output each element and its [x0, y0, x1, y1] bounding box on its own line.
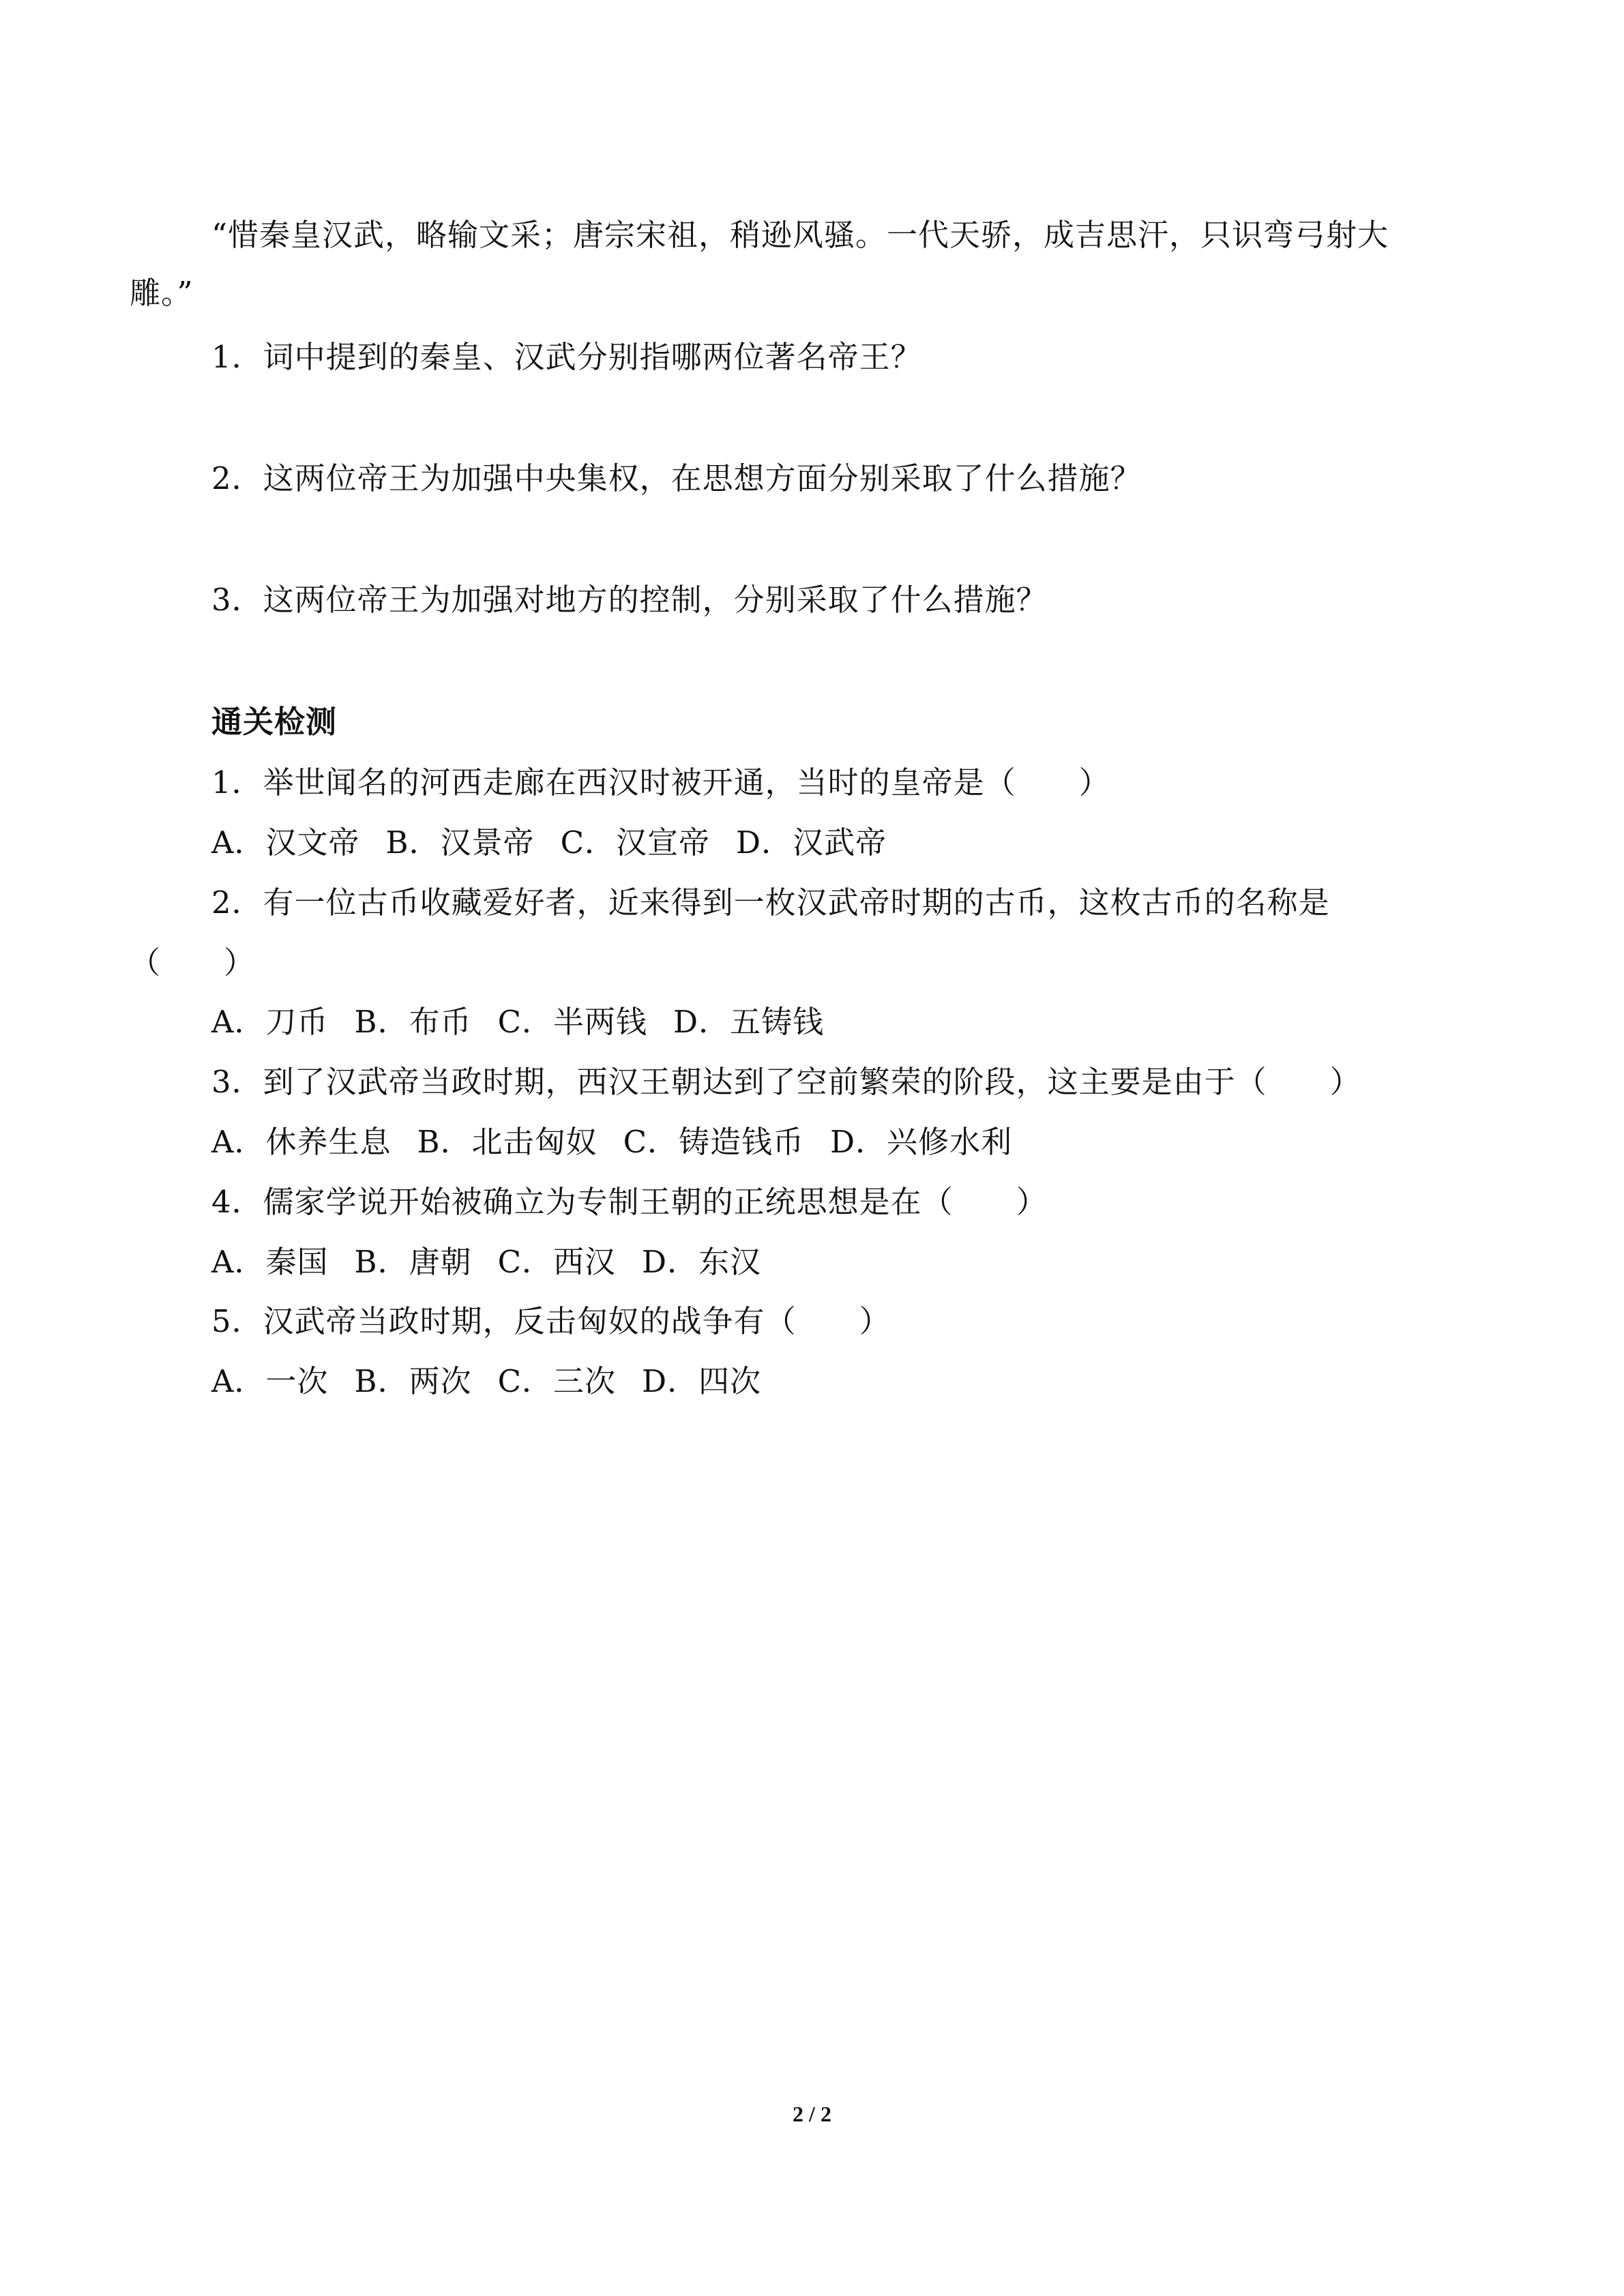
quiz-4-options	[211, 1242, 761, 1283]
quiz-3-option-b: B．北击匈奴	[417, 1124, 597, 1160]
quiz-1-options	[211, 822, 887, 863]
quiz-1-stem: 1．举世闻名的河西走廊在西汉时被开通，当时的皇帝是（ ）	[211, 764, 1110, 801]
quiz-5-option-a: A．一次	[211, 1363, 329, 1399]
quiz-3-option-a: A．休养生息	[211, 1124, 392, 1160]
quiz-5-option-b: B．两次	[354, 1363, 472, 1399]
quiz-5-option-c: C．三次	[497, 1363, 617, 1399]
quiz-3-option-d: D．兴修水利	[830, 1124, 1013, 1160]
page-number: 2 / 2	[793, 2102, 831, 2126]
quiz-2-option-c: C．半两钱	[497, 1004, 648, 1040]
section-title: 通关检测	[211, 704, 338, 740]
quiz-4-option-d: D．东汉	[642, 1244, 762, 1280]
poem-line-2: 雕。”	[130, 275, 194, 311]
quiz-2-option-d: D．五铸钱	[673, 1004, 825, 1040]
quiz-4-option-c: C．西汉	[497, 1244, 617, 1280]
quiz-3-option-c: C．铸造钱币	[623, 1124, 805, 1160]
question-3: 3．这两位帝王为加强对地方的控制，分别采取了什么措施？	[211, 582, 1048, 618]
quiz-1-option-d: D．汉武帝	[736, 824, 887, 861]
quiz-1-option-b: B．汉景帝	[385, 824, 535, 861]
quiz-2-options	[211, 1002, 824, 1043]
question-2: 2．这两位帝王为加强中央集权，在思想方面分别采取了什么措施？	[211, 460, 1142, 496]
quiz-4-option-a: A．秦国	[211, 1244, 329, 1280]
quiz-5-stem: 5．汉武帝当政时期，反击匈奴的战争有（ ）	[211, 1303, 891, 1339]
quiz-2-option-b: B．布币	[354, 1004, 472, 1040]
quiz-5-options	[211, 1361, 761, 1402]
question-1: 1．词中提到的秦皇、汉武分别指哪两位著名帝王？	[211, 339, 922, 375]
quiz-4-stem: 4．儒家学说开始被确立为专制王朝的正统思想是在（ ）	[211, 1184, 1048, 1220]
quiz-5-option-d: D．四次	[642, 1363, 762, 1399]
quiz-4-option-b: B．唐朝	[354, 1244, 472, 1280]
quiz-3-options	[211, 1122, 1012, 1163]
quiz-1-option-a: A．汉文帝	[211, 824, 360, 861]
quiz-3-stem: 3．到了汉武帝当政时期，西汉王朝达到了空前繁荣的阶段，这主要是由于（ ）	[211, 1064, 1361, 1100]
quiz-1-option-c: C．汉宣帝	[560, 824, 711, 861]
quiz-2-stem-cont: （ ）	[130, 944, 256, 981]
quiz-2-stem: 2．有一位古币收藏爱好者，近来得到一枚汉武帝时期的古币，这枚古币的名称是	[211, 884, 1330, 921]
poem-line-1: “惜秦皇汉武，略输文采；唐宗宋祖，稍逊风骚。一代天骄，成吉思汗，只识弯弓射大	[211, 217, 1389, 253]
quiz-2-option-a: A．刀币	[211, 1004, 329, 1040]
